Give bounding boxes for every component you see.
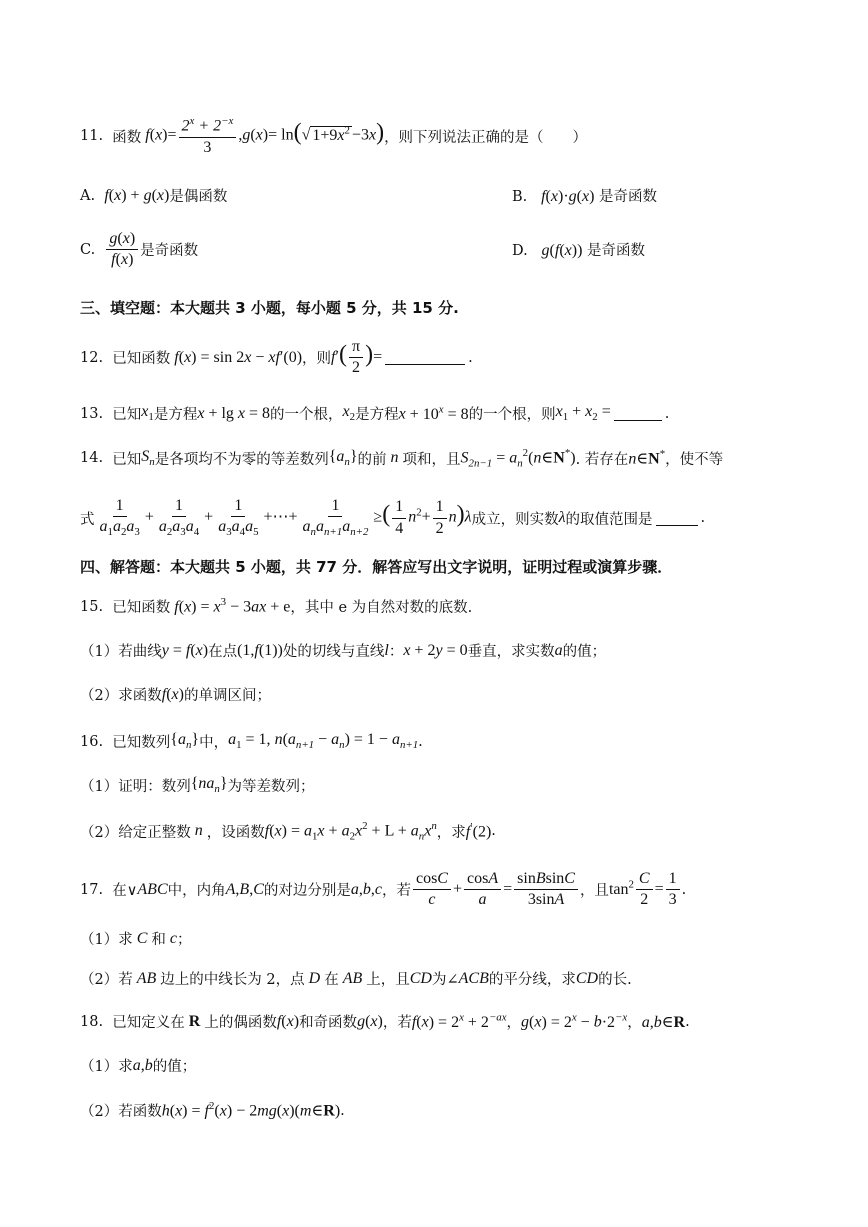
q15-p2-b: 的单调区间； bbox=[183, 688, 271, 704]
q17-p2-a: 若 bbox=[118, 972, 133, 988]
q15-part-1 bbox=[80, 640, 798, 661]
section-4-heading: 四、解答题：本大题共 5 小题，共 77 分．解答应写出文字说明，证明过程或演算步骤． bbox=[80, 558, 673, 576]
q15-formula: $f(x) = x^3 - 3ax + e$ bbox=[170, 596, 291, 616]
q12-end: . bbox=[468, 349, 473, 366]
question-16 bbox=[80, 731, 798, 752]
q12-formula: f(x) = sin 2x − xf′(0) bbox=[170, 348, 303, 366]
q13-text-a: 已知 bbox=[112, 407, 142, 423]
q14-n: n bbox=[386, 449, 403, 467]
q17-part-2 bbox=[80, 968, 798, 989]
q11-option-b bbox=[512, 185, 657, 206]
q18-f: f(x) bbox=[276, 1012, 300, 1030]
q18-p1-ab: a,b bbox=[132, 1056, 153, 1074]
q18-p1-label: （1） bbox=[80, 1059, 119, 1075]
q13-sum: $x_1 + x_2$ = bbox=[555, 403, 611, 424]
q14-text-b: 是各项均不为零的等差数列 bbox=[154, 451, 329, 468]
q13-text-b: 是方程 bbox=[153, 407, 198, 423]
q14-text-d: 项和，且 bbox=[402, 451, 461, 468]
q17-text-c: 的对边分别是 bbox=[263, 883, 351, 900]
q13-text-e: 的一个根，则 bbox=[468, 407, 556, 423]
question-18 bbox=[80, 1011, 798, 1032]
q15-p1-var: a bbox=[554, 641, 563, 659]
question-13 bbox=[80, 403, 798, 424]
question-12 bbox=[80, 338, 798, 378]
q18-ab: a,b∈R bbox=[641, 1013, 686, 1031]
q11-option-c-text: 是奇函数 bbox=[140, 243, 199, 260]
q14-inequality: $\frac{1}{a_1a_2a_3}$ + $\frac{1}{a_2a_3a_4}$ + $\frac{1}{a_3a_4a_5}$ +⋯+ $\frac{1}{a_na_{n+1}a_{n+2}}$ ≥( $\frac{1}{4}$ $n^2+$ $\frac{1}{2}$ n)λ bbox=[99, 497, 472, 539]
q17-text-b: 中，内角 bbox=[167, 883, 226, 900]
q15-intro: 已知函数 bbox=[112, 600, 171, 616]
q17-number: 17. bbox=[80, 881, 104, 898]
q14-text-i: 的取值范围是 bbox=[565, 511, 653, 528]
q16-number: 16. bbox=[80, 733, 104, 750]
q16-seq: $\{a_n\}$ bbox=[170, 731, 200, 752]
q18-part-1 bbox=[80, 1055, 798, 1076]
q16-part-2 bbox=[80, 820, 798, 843]
q17-tan: $\tan^2$ $\frac{C}{2}$ = $\frac{1}{3}$ bbox=[609, 870, 682, 910]
q18-f-def: $f(x) = 2^x + 2^{-ax}$ bbox=[411, 1011, 507, 1031]
q13-answer-blank[interactable] bbox=[614, 406, 662, 421]
q15-p2-a: 求函数 bbox=[118, 688, 162, 704]
q11-option-d-formula: g(f(x)) bbox=[541, 242, 583, 260]
q17-p1-b: 和 bbox=[151, 932, 166, 948]
q15-p1-point: (1,f(1)) bbox=[237, 641, 283, 659]
q15-p1-a: 若曲线 bbox=[118, 644, 162, 660]
q12-then: ，则 bbox=[302, 351, 332, 368]
q16-p2-target: f′(2) bbox=[465, 821, 492, 841]
q16-p2-a: 给定正整数 bbox=[118, 824, 191, 841]
q17-p2-c: 在 bbox=[324, 972, 339, 988]
q14-text-c: 的前 bbox=[357, 451, 387, 468]
q17-p1-label: （1） bbox=[80, 932, 119, 948]
q17-text-a: 在∨ bbox=[112, 883, 138, 900]
q17-p2-g: 的长. bbox=[598, 972, 632, 988]
q18-p2-label: （2） bbox=[80, 1104, 119, 1120]
question-14 bbox=[80, 447, 798, 470]
q17-p2-b: 边上的中线长为 2，点 bbox=[160, 972, 305, 988]
q11-options-row2 bbox=[80, 230, 798, 270]
q13-number: 13. bbox=[80, 405, 104, 422]
q15-p2-label: （2） bbox=[80, 688, 119, 704]
q18-p2-h: $h(x) = f^2(x)$ − 2mg(x)(m∈R) bbox=[161, 1100, 341, 1120]
q18-text-e: ， bbox=[506, 1015, 522, 1031]
q13-x2: $x_2$ bbox=[342, 403, 356, 424]
q15-p1-label: （1） bbox=[80, 644, 119, 660]
q18-number: 18. bbox=[80, 1013, 104, 1030]
q17-p1-a: 求 bbox=[118, 932, 133, 948]
q17-end: . bbox=[681, 881, 687, 898]
q13-text-c: 的一个根， bbox=[270, 407, 343, 423]
q11-option-a-formula: f(x) + g(x) bbox=[104, 186, 170, 204]
q17-triangle: ABC bbox=[137, 880, 168, 898]
q17-p2-d-text: 上，且 bbox=[366, 972, 410, 988]
q13-end: . bbox=[664, 405, 670, 422]
q11-options-row1 bbox=[80, 185, 798, 206]
q14-exists: n∈N* bbox=[628, 448, 666, 468]
q17-p2-e: 为∠ bbox=[431, 972, 459, 988]
q17-p2-d: D bbox=[304, 969, 325, 987]
q11-intro: 函数 bbox=[112, 129, 142, 146]
q12-answer-blank[interactable] bbox=[385, 350, 465, 365]
q13-text-d: 是方程 bbox=[355, 407, 399, 423]
q16-p1-seq: $\{na_n\}$ bbox=[190, 775, 228, 796]
q11-option-b-text: 是奇函数 bbox=[599, 189, 658, 205]
q14-number: 14. bbox=[80, 450, 104, 467]
q16-p1-a: 证明：数列 bbox=[118, 779, 191, 795]
q12-intro: 已知函数 bbox=[112, 351, 171, 368]
q17-p2-label: （2） bbox=[80, 972, 119, 988]
q11-option-d bbox=[512, 239, 645, 260]
q17-p2-f: 的平分线，求 bbox=[488, 972, 576, 988]
q15-p2-func: f(x) bbox=[161, 685, 184, 703]
q17-angles: A,B,C bbox=[225, 880, 264, 898]
q17-text-e: ，且 bbox=[579, 883, 609, 900]
q14-an: $\{a_n\}$ bbox=[328, 448, 358, 469]
q16-intro: 已知数列 bbox=[112, 735, 171, 751]
q16-p2-c: ，求 bbox=[436, 824, 466, 841]
q18-text-c: 和奇函数 bbox=[299, 1015, 358, 1031]
q15-p1-h: 的值； bbox=[562, 644, 607, 660]
q15-p1-f: 垂直，求实数 bbox=[467, 644, 555, 660]
q13-equation-2: $x + 10^x = 8$ bbox=[398, 403, 469, 423]
q18-p1-a: 求 bbox=[118, 1059, 133, 1075]
q14-end: . bbox=[700, 510, 706, 527]
q14-answer-blank[interactable] bbox=[656, 511, 698, 526]
q14-text-f: ，使不等 bbox=[665, 451, 724, 468]
q16-p2-end: . bbox=[491, 823, 496, 840]
q17-text-d: ，若 bbox=[381, 883, 411, 900]
q12-number: 12. bbox=[80, 349, 104, 366]
q11-option-a-text: 是偶函数 bbox=[169, 189, 228, 205]
q18-part-2 bbox=[80, 1100, 798, 1121]
q14-lambda: λ bbox=[558, 509, 566, 527]
q17-p2-acb: ACB bbox=[458, 969, 489, 987]
q17-p2-ab-2: AB bbox=[338, 969, 367, 987]
question-11 bbox=[80, 115, 798, 157]
q12-target: f′( $\frac{\pi}{2}$ )= bbox=[331, 338, 383, 377]
q14-inequality-line bbox=[80, 497, 798, 539]
q17-p1-c-side: c bbox=[165, 929, 178, 947]
q13-x1: $x_1$ bbox=[141, 403, 154, 424]
q14-condition: $S_{2n-1}$ = $a_n^2(n\in N^*)$ bbox=[460, 447, 576, 470]
q15-p1-b: 在点 bbox=[208, 644, 238, 660]
q11-option-d-label: D. bbox=[512, 243, 528, 260]
q15-number: 15. bbox=[80, 598, 104, 615]
q17-p2-cd-2: CD bbox=[575, 969, 599, 987]
q11-number: 11. bbox=[80, 128, 104, 145]
q18-p2-a: 若函数 bbox=[118, 1104, 162, 1120]
q11-option-b-label: B. bbox=[512, 189, 528, 205]
q17-p1-end: ； bbox=[177, 932, 192, 948]
q11-option-c-label: C. bbox=[80, 241, 96, 258]
q18-text-d: ，若 bbox=[382, 1015, 412, 1031]
q16-p2-func: $f(x) = a_1x + a_2x^2 + L + a_nx^n$ bbox=[264, 820, 437, 843]
q17-equation: $\frac{\cos C}{c}$ + $\frac{\cos A}{a}$ = $\frac{\text{sinBsinC}}{3\sin A}$ bbox=[411, 870, 580, 910]
q16-part-1 bbox=[80, 775, 798, 796]
q15-p1-curve: y = f(x) bbox=[161, 641, 209, 659]
q14-text-e: . 若存在 bbox=[575, 451, 629, 468]
q16-text-b: 中， bbox=[199, 735, 229, 751]
q16-p2-n: n bbox=[190, 822, 207, 840]
section-3-heading: 三、填空题：本大题共 3 小题，每小题 5 分，共 15 分. bbox=[80, 299, 459, 317]
q15-p1-e: ： bbox=[388, 644, 404, 660]
q18-text-f: ， bbox=[627, 1015, 642, 1031]
q18-text-a: 已知定义在 bbox=[112, 1015, 185, 1031]
q16-recurrence: $a_1 = 1$, $n(a_{n+1} - a_n) = 1 - a_{n+1}$ bbox=[228, 731, 419, 752]
q13-equation-1: x + lg x = 8 bbox=[197, 404, 271, 422]
q18-g-def: $g(x) = 2^x - b\cdot 2^{-x}$ bbox=[521, 1011, 628, 1031]
q18-p2-end: . bbox=[340, 1102, 345, 1119]
q18-text-b: 上的偶函数 bbox=[204, 1015, 277, 1031]
q15-p1-line-eq: x + 2y = 0 bbox=[403, 641, 468, 659]
q14-text-g: 式 bbox=[80, 511, 95, 528]
q11-option-d-text: 是奇函数 bbox=[587, 243, 646, 260]
q15-part-2 bbox=[80, 684, 798, 705]
q15-p1-line-name: l bbox=[384, 641, 389, 659]
q16-end: . bbox=[418, 733, 423, 750]
question-15 bbox=[80, 596, 798, 617]
q18-g: g(x) bbox=[357, 1012, 383, 1030]
q11-option-b-formula: f(x)·g(x) bbox=[541, 188, 595, 205]
q17-p2-ab: AB bbox=[132, 969, 161, 987]
question-17 bbox=[80, 870, 798, 910]
q15-p1-c: 处的切线与直线 bbox=[282, 644, 385, 660]
q17-p2-cd: CD bbox=[409, 969, 432, 987]
q18-p1-b: 的值； bbox=[152, 1059, 197, 1075]
q16-p2-label: （2） bbox=[80, 824, 119, 841]
q15-note: ，其中 e 为自然对数的底数. bbox=[290, 600, 473, 616]
q17-p1-c-angle: C bbox=[132, 929, 152, 947]
q17-part-1 bbox=[80, 928, 798, 949]
q16-p1-label: （1） bbox=[80, 779, 119, 795]
q11-question: ，则下列说法正确的是（ ） bbox=[384, 129, 588, 146]
q17-sides: a,b,c bbox=[350, 880, 382, 898]
q18-reals: R bbox=[188, 1012, 201, 1030]
q14-text-h: 成立，则实数 bbox=[471, 511, 559, 528]
q16-p1-b: 为等差数列； bbox=[227, 779, 315, 795]
q18-end: . bbox=[685, 1013, 690, 1030]
q11-option-a-label: A. bbox=[80, 187, 96, 204]
q16-p2-b: ，设函数 bbox=[206, 824, 265, 841]
q11-option-c-formula: $\frac{g(x)}{f(x)}$ bbox=[104, 230, 140, 270]
q14-sn: $S_n$ bbox=[141, 448, 155, 469]
q11-formula: f(x)= $\frac{2^x + 2^{-x}}{3}$ ,g(x)= ln(√ $1+9x^2 -3x$) bbox=[141, 115, 385, 156]
q14-text-a: 已知 bbox=[112, 451, 142, 468]
